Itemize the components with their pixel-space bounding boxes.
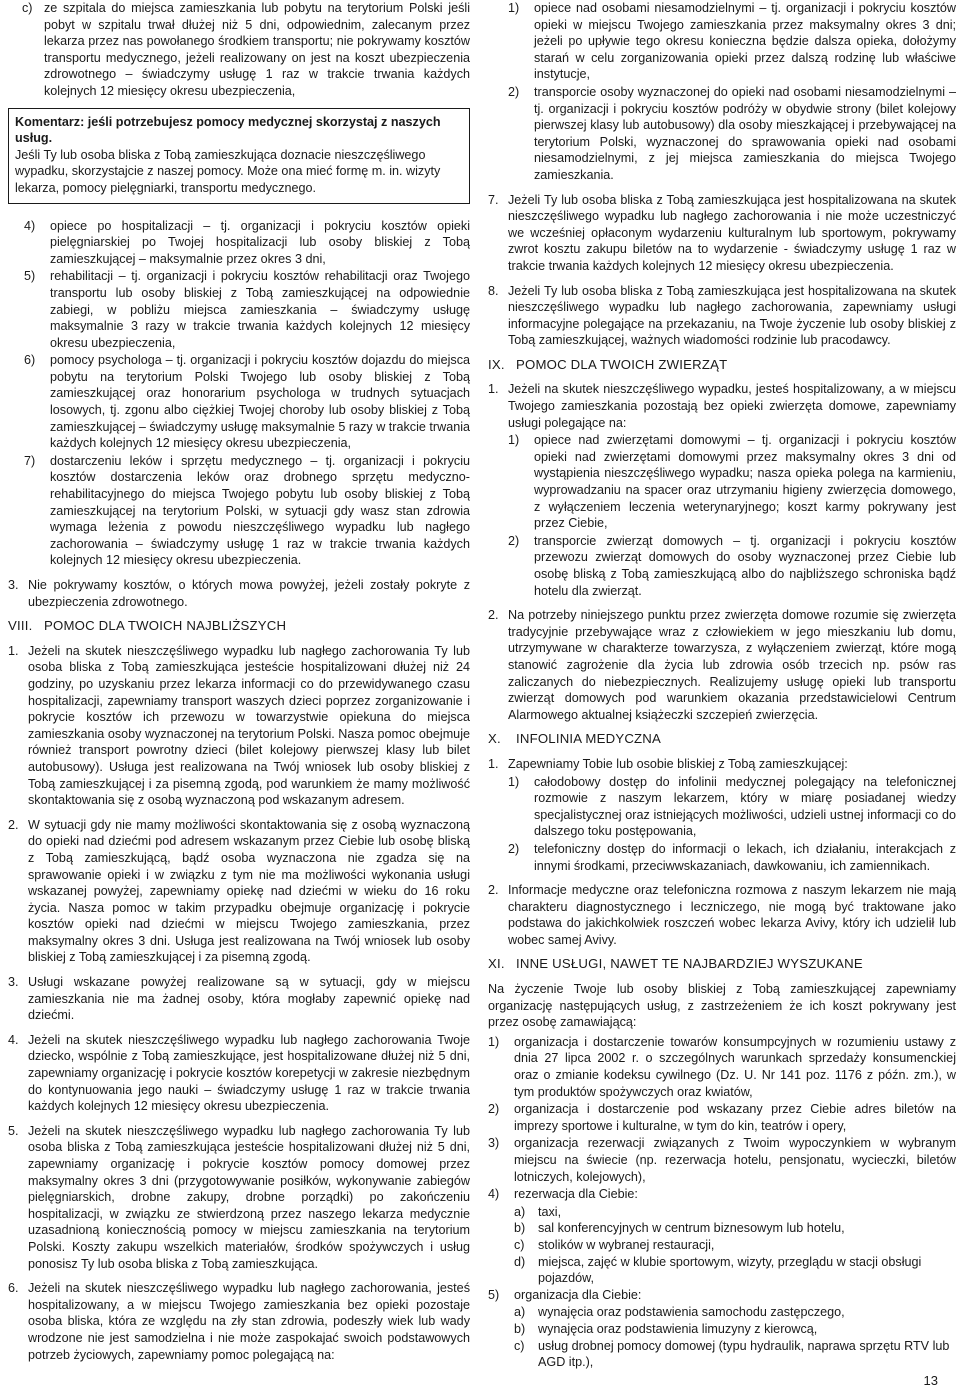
item-text: rezerwacja dla Ciebie: bbox=[514, 1187, 638, 1202]
item-marker: 1) bbox=[508, 774, 520, 789]
item-marker: 1) bbox=[508, 433, 520, 448]
list-item bbox=[514, 1321, 956, 1338]
item-text: transporcie osoby wyznaczonej do opieki nad osobami niesamodzielnymi – tj. organizacji i pokryciu kosztów podróży w obydwie strony (bilet kolejowy pierwszej klasy lub autobusowy) dla osoby mieszkającej i przebywającej na terytorium Polski, wyznaczonej do sprawowania opieki nad osobami niesamodzielnymi, z jej miejsca zamieszkania do miejsca Twojego zamieszkania. bbox=[534, 84, 956, 182]
list-item bbox=[514, 1338, 956, 1371]
item-marker: 3. bbox=[8, 975, 19, 990]
item-text: transporcie zwierząt domowych – tj. organizacji i pokryciu kosztów przewozu zwierząt domowych do osoby wyznaczonej przez Ciebie lub osobę bliską z Tobą zamieszkującą albo do najbliższego schroniska bądź hotelu dla zwierząt. bbox=[534, 533, 956, 598]
list-item bbox=[514, 1304, 956, 1321]
list-item bbox=[22, 0, 470, 100]
list-item bbox=[8, 817, 470, 966]
item-text: miejsca, zajęć w klubie sportowym, wizyty, przeglądu w stacji obsługi pojazdów, bbox=[538, 1254, 922, 1286]
item-marker: 2) bbox=[508, 841, 520, 856]
item-marker: 1. bbox=[488, 382, 499, 397]
item-text: organizacja i dostarczenie pod wskazany przez Ciebie adres biletów na imprezy sportowe i kulturalne, w tym do kin, teatrów i opery, bbox=[514, 1102, 956, 1133]
item-marker: 5) bbox=[488, 1287, 500, 1302]
section-intro: Na życzenie Twoje lub osoby bliskiej z Tobą zamieszkującej zapewniamy organizację następujących usług, z zastrzeżeniem że ich koszt pokrywany jest przez osobę zamawiającą: bbox=[488, 982, 956, 1030]
item-text: Jeżeli na skutek nieszczęśliwego wypadku lub nagłego zachorowania, jesteś hospitalizowany, a w miejscu Twojego zamieszkania bez opieki pozostaje osoba bliska, która ze względu na zły stan zdrowia, podeszły wiek lub wady wrodzone nie jest samodzielna i nie może zaspokajać swoich podstawowych potrzeb życiowych, zapewniamy pomoc polegającą na: bbox=[28, 1281, 470, 1362]
section-title: POMOC DLA TWOICH ZWIERZĄT bbox=[516, 356, 728, 372]
item-marker: 2) bbox=[508, 533, 520, 548]
item-marker: 4) bbox=[488, 1187, 500, 1202]
list-item bbox=[488, 283, 956, 349]
item-marker: 2. bbox=[8, 817, 19, 832]
section-heading bbox=[488, 731, 956, 748]
section-title: INFOLINIA MEDYCZNA bbox=[516, 731, 662, 747]
item-marker: 6) bbox=[24, 353, 36, 368]
item-marker: 3. bbox=[8, 578, 19, 592]
item-text: sal konferencyjnych w centrum biznesowym lub hotelu, bbox=[538, 1221, 845, 1236]
item-text: organizacja rezerwacji związanych z Twoim wypoczynkiem w wybranym miejscu na świecie (np. rezerwacja hotelu, pensjonatu, wycieczki, biletów lotniczych, kolejowych), bbox=[514, 1136, 956, 1184]
item-text: Informacje medyczne oraz telefoniczna rozmowa z naszym lekarzem nie mają charakteru diagnostycznego i leczniczego, nie mogą być traktowane jako podstawa do jakichkolwiek roszczeń wobec lekarza Avivy, który ich udzielił lub wobec samej Avivy. bbox=[508, 883, 956, 947]
list-item bbox=[508, 84, 956, 184]
item-text: Jeżeli na skutek nieszczęśliwego wypadku lub nagłego zachorowania Ty lub osoba bliska z Tobą zamieszkująca jesteście hospitalizowani dłużej niż 24 godziny, po uzyskaniu przez lekarza informacji co do przewidywanego czasu hospitalizacji, zapewniamy transport waszych dzieci poprzez zorganizowanie i pokrycie kosztów ich przewozu w towarzystwie opiekuna do miejsca zamieszkania osoby wyznaczonej na terytorium Polski. Nasza pomoc obejmuje również transport powrotny dzieci (bilet kolejowy pierwszej klasy lub bilet autobusowy). Usługa jest realizowana na Twój wniosek lub osoby bliskiej z Tobą zamieszkującej i za pisemną zgodą, pod warunkiem że mamy możliwość skontaktowania się z osobą wyznaczoną pod wskazanym adresem. bbox=[28, 643, 470, 808]
list-item bbox=[514, 1254, 956, 1287]
item-text: Jeżeli Ty lub osoba bliska z Tobą zamieszkująca jest hospitalizowana na skutek nieszczęśliwego wypadku lub nagłego zachorowania, zapewniamy usługi informacyjne polegające na przekazaniu, na Twoje życzenie lub osoby bliskiej z Tobą zamieszkującej, ważnych wiadomości rodzinie lub pracodawcy. bbox=[508, 283, 956, 348]
list-item bbox=[508, 0, 956, 83]
list-item bbox=[508, 841, 956, 874]
item-text: Jeżeli Ty lub osoba bliska z Tobą zamieszkująca jest hospitalizowana na skutek nieszczęśliwego wypadku lub nagłego zachorowania i nie może uczestniczyć we wcześniej opłaconym wydarzeniu kulturalnym lub sportowym, pokrywamy zwrot kosztu zakupu biletów na to wydarzenie - świadczymy usługę 1 raz w trakcie trwania każdych kolejnych 12 miesięcy okresu ubezpieczenia. bbox=[508, 192, 956, 273]
list-item bbox=[8, 1032, 470, 1115]
item-marker: 5. bbox=[8, 1123, 19, 1138]
left-column bbox=[8, 0, 470, 1371]
list-item bbox=[488, 1135, 956, 1185]
item-marker: 2. bbox=[488, 608, 499, 623]
list-item bbox=[24, 352, 470, 452]
list-item bbox=[24, 218, 470, 268]
item-text: wynajęcia oraz podstawienia limuzyny z kierowcą, bbox=[538, 1321, 818, 1336]
list-item bbox=[8, 1123, 470, 1272]
section-number: X. bbox=[488, 731, 501, 747]
item-text: Jeżeli na skutek nieszczęśliwego wypadku lub nagłego zachorowania Ty lub osoba bliska z Tobą zamieszkująca jesteście hospitalizowani dłużej niż 5 dni, zapewniamy organizację i pokrycie kosztów pomocy domowej przez maksymalny okres 3 dni (przygotowywanie posiłków, wykonywanie zabiegów pielęgniarskich, drobne zakupy, drobne porządki) po zakończeniu hospitalizacji, w związku ze stwierdzoną przez naszego lekarza medycznie uzasadnioną koniecznością pomocy w miejscu zamieszkania na terytorium Polski. Koszty zakupu wszelkich materiałów, środków spożywczych i usług ponosisz Ty lub osoba bliska z Tobą zamieszkująca. bbox=[28, 1123, 470, 1271]
list-item bbox=[488, 756, 956, 773]
item-text: usług drobnej pomocy domowej (typu hydraulik, naprawa sprzętu RTV lub AGD itp.), bbox=[538, 1338, 950, 1370]
list-item bbox=[24, 268, 470, 351]
comment-title: Komentarz: jeśli potrzebujesz pomocy medycznej skorzystaj z naszych usług. bbox=[15, 114, 441, 146]
item-marker: c) bbox=[514, 1237, 525, 1252]
list-item bbox=[8, 643, 470, 809]
item-text: całodobowy dostęp do infolinii medycznej polegający na telefonicznej rozmowie z naszym lekarzem, który w miarę posiadanej wiedzy specjalistycznej oraz istniejących możliwości, udzieli ustnej informacji co do dalszego toku postępowania, bbox=[534, 774, 956, 839]
list-item bbox=[488, 607, 956, 723]
list-item bbox=[488, 1034, 956, 1100]
list-item bbox=[488, 192, 956, 275]
item-marker: 2) bbox=[488, 1102, 500, 1117]
item-marker: 8. bbox=[488, 283, 499, 298]
item-marker: 5) bbox=[24, 269, 36, 284]
item-text: opiece nad osobami niesamodzielnymi – tj. organizacji i pokryciu kosztów opieki w miejscu Twojego zamieszkania przez maksymalny okres 3 dni; jeżeli po upływie tego okresu konieczna będzie dalsza opieka, dołożymy starań w celu zorganizowania opieki przez dalszą rodzinę lub właściwe instytucje, bbox=[534, 1, 956, 82]
list-item bbox=[508, 774, 956, 840]
list-item bbox=[488, 1101, 956, 1134]
list-item bbox=[488, 1287, 956, 1304]
list-item bbox=[8, 1280, 470, 1363]
item-text: opiece nad zwierzętami domowymi – tj. organizacji i pokryciu kosztów opieki nad zwierzętami domowymi przez maksymalny okres 3 dni od wystąpienia nieszczęśliwego wypadku; nasza opieka polega na karmieniu, wyprowadzaniu na spacer oraz utrzymaniu higieny zwierzęcia domowego, z wyłączeniem leczenia weterynaryjnego; koszt karmy pokrywany jest przez Ciebie, bbox=[534, 433, 956, 531]
list-item bbox=[8, 577, 470, 610]
list-item bbox=[508, 432, 956, 532]
list-item bbox=[488, 882, 956, 948]
item-text: Usługi wskazane powyżej realizowane są w sytuacji, gdy w miejscu zamieszkania nie ma żadnej osoby, która mogłaby zapewnić opiekę nad dziećmi. bbox=[28, 975, 470, 1023]
list-item bbox=[508, 533, 956, 599]
section-title: POMOC DLA TWOICH NAJBLIŻSZYCH bbox=[44, 618, 287, 634]
section-number: XI. bbox=[488, 956, 505, 972]
list-item bbox=[488, 381, 956, 431]
item-text: dostarczeniu leków i sprzętu medycznego – tj. organizacji i pokryciu kosztów dostarczenia leków oraz drobnego sprzętu medyczno-rehabilitacyjnego do miejsca Twojego pobytu lub osoby bliskiej z Tobą zamieszkującej na terytorium Polski, w sytuacji gdy wasz stan zdrowia wymaga leżenia z powodu nieszczęśliwego wypadku lub nagłego zachorowania – świadczymy usługę 1 raz w trakcie trwania każdych kolejnych 12 miesięcy okresu ubezpieczenia. bbox=[50, 453, 470, 568]
item-marker: a) bbox=[514, 1305, 526, 1320]
item-text: opiece po hospitalizacji – tj. organizacji i pokryciu kosztów opieki pielęgniarskiej po Twojej hospitalizacji lub osoby bliskiej z Tobą zamieszkującej – maksymalnie przez okres 3 dni, bbox=[50, 218, 470, 266]
list-item bbox=[514, 1204, 956, 1221]
item-marker: 1) bbox=[508, 1, 520, 15]
item-text: organizacja i dostarczenie towarów konsumpcyjnych w rozumieniu ustawy z dnia 27 lipca 2002 r. o szczególnych warunkach sprzedaży konsumenckiej oraz o zmianie kodeksu cywilnego (Dz. U. Nr 141 poz. 1176 z późn. zm.), w tym produktów spożywczych oraz kwiatów, bbox=[514, 1034, 956, 1099]
section-heading bbox=[488, 956, 956, 973]
item-marker: b) bbox=[514, 1321, 526, 1336]
item-text: Na potrzeby niniejszego punktu przez zwierzęta domowe rozumie się zwierzęta tradycyjnie przebywające wraz z człowiekiem w jego mieszkaniu lub domu, utrzymywane w charakterze towarzysza, z wyłączeniem zwierząt, które mogą stanowić zagrożenie dla życia lub zdrowia osób trzecich np. psów ras zaliczanych do niebezpiecznych. Realizujemy usługę opieki lub transportu zwierząt domowych pod warunkiem okazania przedstawicielowi Centrum Alarmowego aktualnej książeczki szczepień zwierzęcia. bbox=[508, 608, 956, 722]
list-item bbox=[488, 1186, 956, 1203]
item-text: telefoniczny dostęp do informacji o lekach, ich działaniu, interakcjach z innymi środkami, przeciwwskazaniach, dawkowaniu, ich zamiennikach. bbox=[534, 841, 956, 873]
comment-box bbox=[8, 108, 470, 204]
item-text: taxi, bbox=[538, 1204, 562, 1219]
section-heading bbox=[8, 618, 470, 635]
item-text: wynajęcia oraz podstawienia samochodu zastępczego, bbox=[538, 1305, 845, 1320]
item-marker: 1. bbox=[8, 643, 19, 658]
item-marker: 1) bbox=[488, 1034, 500, 1049]
item-text: Jeżeli na skutek nieszczęśliwego wypadku, jesteś hospitalizowany, a w miejscu Twojego zamieszkania pozostają bez opieki zwierzęta domowe, zapewniamy usługi polegające na: bbox=[508, 382, 956, 430]
item-text: ze szpitala do miejsca zamieszkania lub pobytu na terytorium Polski jeśli pobyt w szpitalu trwał dłużej niż 5 dni, odpowiednim, zalecanym przez lekarza przez nas powołanego środkiem transportu; nie pokrywamy kosztów transportu medycznego, jeżeli realizowany on jest na koszt ubezpieczenia zdrowotnego – świadczymy usługę 1 raz w trakcie trwania każdych kolejnych 12 miesięcy okresu ubezpieczenia, bbox=[44, 1, 470, 98]
item-text: Nie pokrywamy kosztów, o których mowa powyżej, jeżeli zostały pokryte z ubezpieczenia zdrowotnego. bbox=[28, 578, 470, 609]
item-marker: 4. bbox=[8, 1032, 19, 1047]
section-heading bbox=[488, 357, 956, 374]
item-text: organizacja dla Ciebie: bbox=[514, 1287, 642, 1302]
item-text: stolików w wybranej restauracji, bbox=[538, 1237, 715, 1252]
section-number: IX. bbox=[488, 356, 505, 372]
item-marker: c) bbox=[22, 1, 33, 15]
item-marker: b) bbox=[514, 1221, 526, 1236]
item-marker: c) bbox=[514, 1338, 525, 1353]
list-item bbox=[514, 1220, 956, 1237]
section-title: INNE USŁUGI, NAWET TE NAJBARDZIEJ WYSZUKANE bbox=[516, 956, 863, 972]
item-marker: 7. bbox=[488, 192, 499, 207]
list-item bbox=[8, 974, 470, 1024]
item-text: pomocy psychologa – tj. organizacji i pokryciu kosztów dojazdu do miejsca pobytu na terytorium Polski Twojego lub osoby bliskiej z Tobą zamieszkującej oraz honorarium psychologa w trudnych sytuacjach losowych, tj. zgonu albo ciężkiej Twojej choroby lub osoby bliskiej z Tobą zamieszkującej – świadczymy usługę maksymalnie 5 razy w trakcie trwania każdych kolejnych 12 miesięcy okresu ubezpieczenia, bbox=[50, 353, 470, 451]
item-text: W sytuacji gdy nie mamy możliwości skontaktowania się z osobą wyznaczoną do opieki nad dziećmi pod adresem wskazanym przez Ciebie lub osobę bliską z Tobą zamieszkującą, bądź osoba wyznaczona nie zgadza się na sprawowanie opieki i w związku z tym nie ma możliwości wykonania usługi wskazanej powyżej, zapewniamy opiekę nad dziećmi w wieku do 16 roku życia. Nasza pomoc w takim przypadku obejmuje organizację i pokrycie kosztów opieki nad dziećmi w miejscu Twojego zamieszkania, przez maksymalny okres 3 dni. Usługa jest realizowana na Twój wniosek lub osoby bliskiej z Tobą zamieszkującej i za pisemną zgodą. bbox=[28, 817, 470, 965]
page-number: 13 bbox=[923, 1373, 938, 1389]
item-marker: 2. bbox=[488, 883, 499, 898]
section-number: VIII. bbox=[8, 618, 33, 634]
item-marker: a) bbox=[514, 1204, 526, 1219]
right-column bbox=[488, 0, 956, 1371]
item-text: rehabilitacji – tj. organizacji i pokryciu kosztów rehabilitacji oraz Twojego transportu lub osoby bliskiej z Tobą zamieszkującej na odpowiednie zabiegi, w pobliżu miejsca zamieszkania – świadczymy usługę maksymalnie 3 razy w trakcie trwania każdych kolejnych 12 miesięcy okresu ubezpieczenia, bbox=[50, 269, 470, 350]
list-item bbox=[24, 453, 470, 569]
item-marker: 7) bbox=[24, 453, 36, 468]
list-item bbox=[514, 1237, 956, 1254]
item-marker: 3) bbox=[488, 1136, 500, 1151]
item-marker: 6. bbox=[8, 1281, 19, 1296]
comment-body: Jeśli Ty lub osoba bliska z Tobą zamieszkująca doznacie nieszczęśliwego wypadku, skorzystajcie z naszej pomocy. Może ona mieć formę m. in. wizyty lekarza, pomocy pielęgniarki, transportu medycznego. bbox=[15, 147, 441, 195]
item-marker: 4) bbox=[24, 218, 36, 233]
item-marker: d) bbox=[514, 1254, 526, 1269]
item-marker: 1. bbox=[488, 756, 499, 771]
item-marker: 2) bbox=[508, 84, 520, 99]
item-text: Zapewniamy Tobie lub osobie bliskiej z Tobą zamieszkującej: bbox=[508, 756, 848, 771]
item-text: Jeżeli na skutek nieszczęśliwego wypadku lub nagłego zachorowania Twoje dziecko, wspólnie z Tobą zamieszkujące, jest hospitalizowane dłużej niż 5 dni, zapewniamy organizację i pokrycie kosztów korepetycji w zakresie niezbędnym do kontynuowania jego nauki – świadczymy usługę 1 raz w trakcie trwania każdych kolejnych 12 miesięcy okresu ubezpieczenia. bbox=[28, 1032, 470, 1114]
